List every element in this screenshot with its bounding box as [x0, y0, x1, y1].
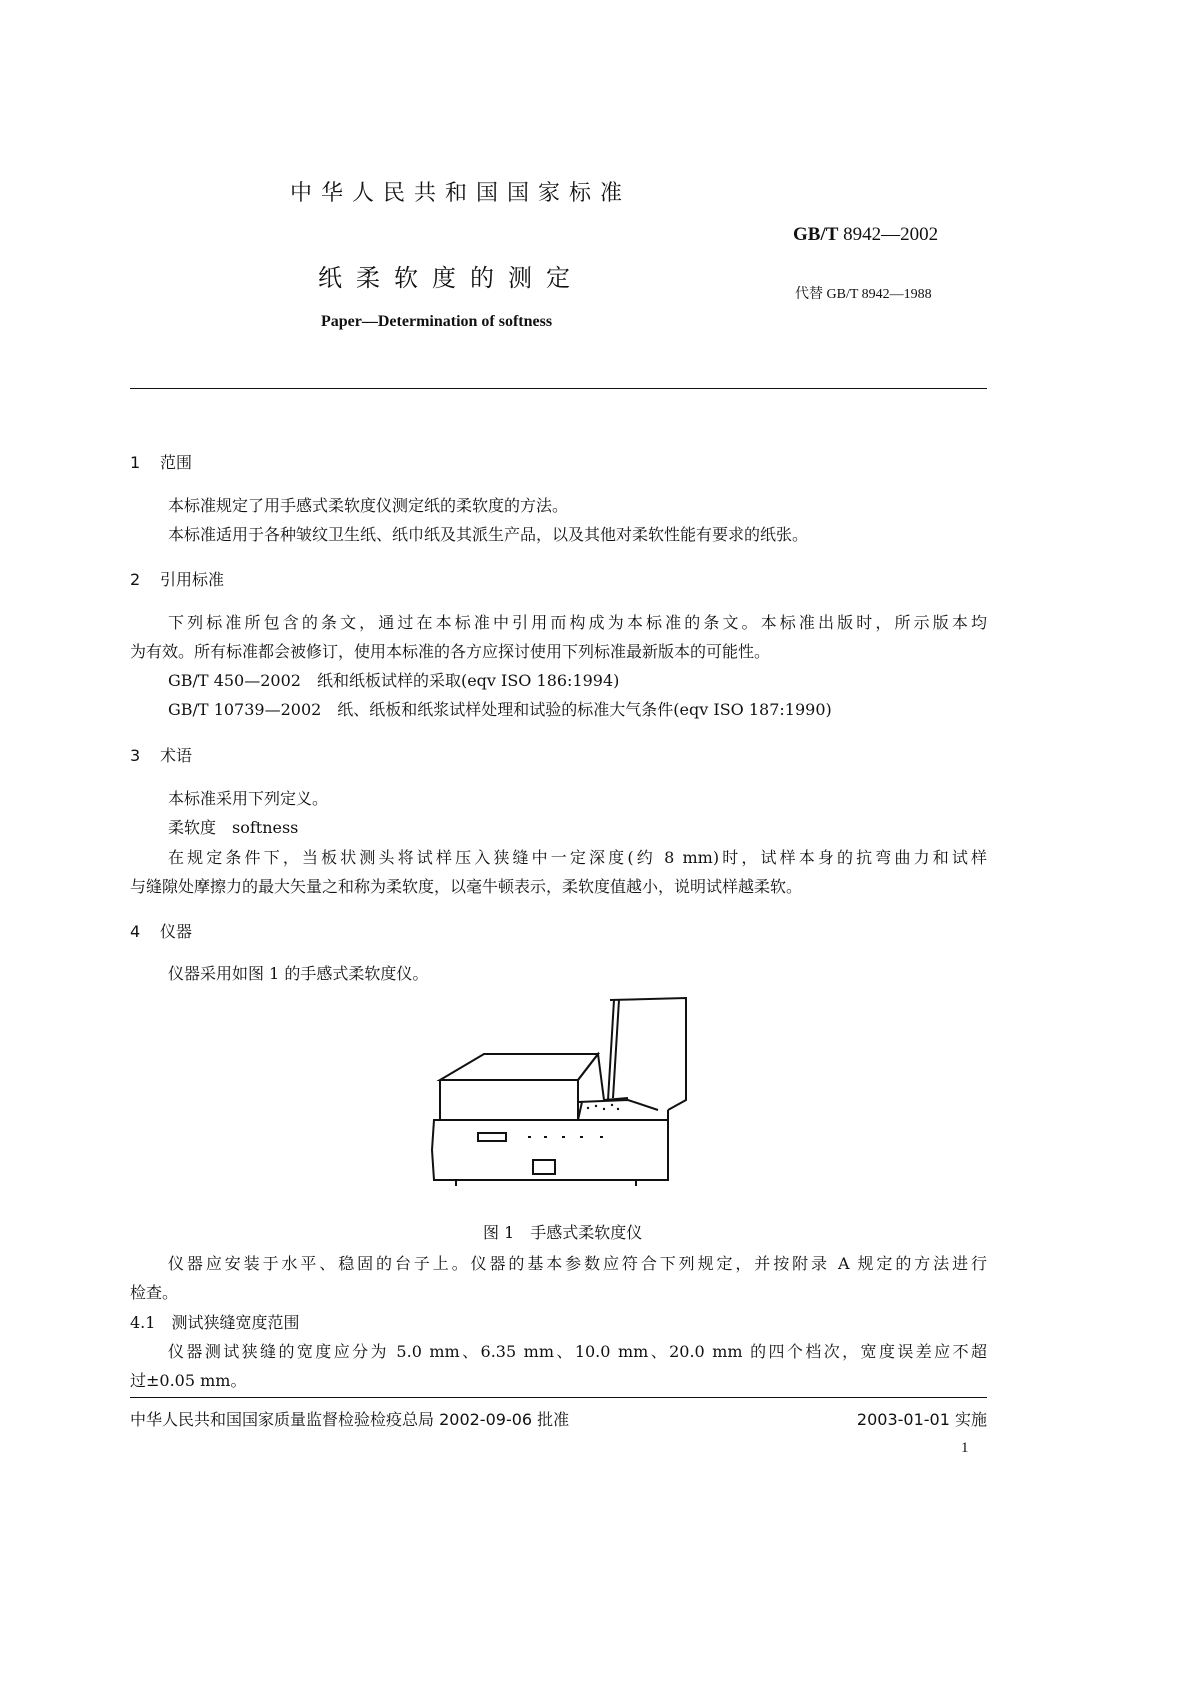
effective-date: 2003-01-01 实施: [856, 1410, 987, 1429]
section-number: 3: [130, 746, 141, 765]
reference-item: GB/T 450—2002 纸和纸板试样的采取(eqv ISO 186:1994): [168, 671, 620, 690]
section-number: 4: [130, 922, 141, 941]
reference-item: GB/T 10739—2002 纸、纸板和纸浆试样处理和试验的标准大气条件(eqv ISO 187:1990): [168, 700, 832, 719]
definition: 在规定条件下，当板状测头将试样压入狭缝中一定深度(约 8 mm)时，试样本身的抗弯曲力和试样: [168, 848, 987, 867]
paragraph: 仪器测试狭缝的宽度应分为 5.0 mm、6.35 mm、10.0 mm、20.0 mm 的四个档次，宽度误差应不超: [168, 1342, 987, 1361]
document-title: 纸柔软度的测定: [318, 264, 584, 292]
figure-caption: 图 1 手感式柔软度仪: [483, 1223, 643, 1242]
paragraph: 本标准采用下列定义。: [168, 789, 329, 808]
paragraph: 本标准适用于各种皱纹卫生纸、纸巾纸及其派生产品，以及其他对柔软性能有要求的纸张。: [168, 525, 809, 544]
header-divider: [130, 388, 987, 389]
paragraph: 本标准规定了用手感式柔软度仪测定纸的柔软度的方法。: [168, 496, 569, 515]
standard-code: 8942—2002: [843, 224, 939, 245]
paragraph: 下列标准所包含的条文，通过在本标准中引用而构成为本标准的条文。本标准出版时，所示版本均: [168, 613, 987, 632]
replaces-standard: 代替 GB/T 8942—1988: [795, 287, 932, 302]
paragraph: 过±0.05 mm。: [130, 1371, 247, 1390]
section-1-heading: [130, 450, 192, 473]
section-3-heading: [130, 743, 192, 766]
softness-tester-figure: [428, 990, 698, 1195]
paragraph: 仪器应安装于水平、稳固的台子上。仪器的基本参数应符合下列规定，并按附录 A 规定的方法进行: [168, 1254, 987, 1273]
page-number: 1: [961, 1440, 969, 1456]
national-standard-heading: 中华人民共和国国家标准: [290, 181, 632, 206]
standard-number: [793, 224, 938, 246]
paragraph: 为有效。所有标准都会被修订，使用本标准的各方应探讨使用下列标准最新版本的可能性。: [130, 642, 771, 661]
english-title: Paper—Determination of softness: [321, 313, 553, 330]
term: 柔软度 softness: [168, 818, 299, 837]
section-number: 2: [130, 570, 141, 589]
subsection-4-1-heading: 4.1 测试狭缝宽度范围: [130, 1313, 300, 1332]
section-title: 术语: [160, 746, 193, 765]
approval-statement: 中华人民共和国国家质量监督检验检疫总局 2002-09-06 批准: [130, 1410, 570, 1429]
paragraph: 仪器采用如图 1 的手感式柔软度仪。: [168, 964, 429, 983]
section-2-heading: [130, 567, 224, 590]
definition: 与缝隙处摩擦力的最大矢量之和称为柔软度，以毫牛顿表示，柔软度值越小，说明试样越柔软。: [130, 877, 803, 896]
standard-prefix: GB/T: [793, 224, 839, 245]
section-number: 1: [130, 453, 141, 472]
section-title: 仪器: [160, 922, 193, 941]
section-title: 范围: [160, 453, 193, 472]
paragraph: 检查。: [130, 1283, 179, 1302]
footer-divider: [130, 1397, 987, 1398]
section-4-heading: [130, 919, 192, 942]
section-title: 引用标准: [160, 570, 225, 589]
